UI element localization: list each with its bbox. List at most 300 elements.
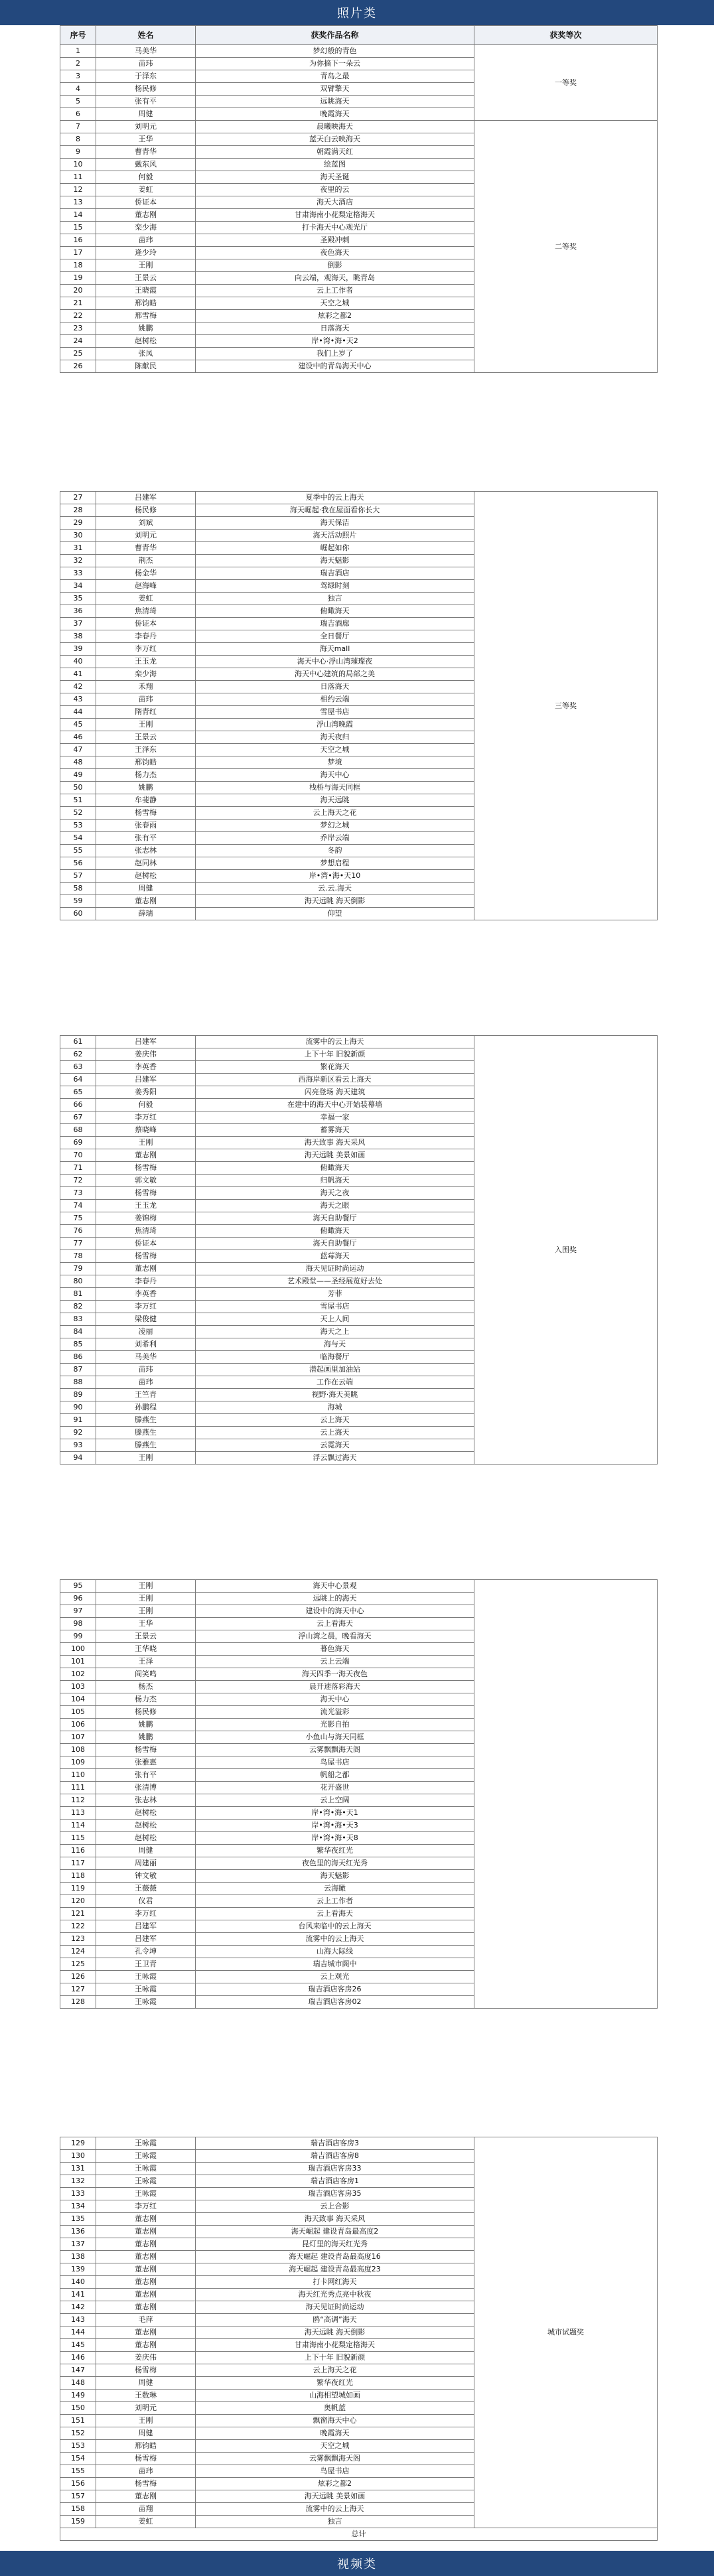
cell-name: 王华 (96, 1618, 196, 1630)
cell-no: 145 (60, 2339, 96, 2352)
cell-work: 炫彩之都2 (196, 2478, 474, 2490)
cell-work: 云上海天之花 (196, 807, 474, 820)
cell-work: 为你摘下一朵云 (196, 58, 474, 70)
table-row (60, 2137, 658, 2150)
cell-name: 邢钧皓 (96, 756, 196, 769)
cell-work: 云上合影 (196, 2200, 474, 2213)
cell-work: 海天远眺 海天倒影 (196, 2326, 474, 2339)
cell-name: 王玉龙 (96, 656, 196, 668)
cell-work: 远眺上的海天 (196, 1593, 474, 1605)
cell-name: 董志刚 (96, 2226, 196, 2238)
cell-no: 44 (60, 706, 96, 719)
cell-work: 海天中心 (196, 1693, 474, 1706)
cell-no: 80 (60, 1275, 96, 1288)
cell-work: 流雾中的云上海天 (196, 1933, 474, 1946)
cell-no: 61 (60, 1036, 96, 1048)
cell-work: 云上工作者 (196, 1895, 474, 1908)
cell-work: 圣殿冲刺 (196, 234, 474, 247)
cell-work: 甘肃海南小花梨定格海天 (196, 2339, 474, 2352)
cell-work: 视野·海天美眺 (196, 1389, 474, 1401)
cell-no: 48 (60, 756, 96, 769)
cell-no: 51 (60, 794, 96, 807)
cell-name: 孔令坤 (96, 1946, 196, 1958)
cell-work: 潜起画里加油站 (196, 1364, 474, 1376)
cell-name: 董志刚 (96, 1149, 196, 1162)
cell-work: 天空之城 (196, 744, 474, 756)
award-table-2 (60, 491, 658, 920)
video-category-title: 视频类 (0, 2551, 714, 2576)
cell-name: 何毅 (96, 171, 196, 184)
cell-name: 杨雪梅 (96, 1187, 196, 1200)
cell-no: 102 (60, 1668, 96, 1681)
cell-name: 杨雪梅 (96, 1744, 196, 1756)
cell-no: 53 (60, 820, 96, 832)
cell-no: 15 (60, 222, 96, 234)
cell-work: 崛起如你 (196, 542, 474, 555)
cell-work: 远眺海天 (196, 96, 474, 108)
cell-no: 25 (60, 348, 96, 360)
cell-name: 李春丹 (96, 630, 196, 643)
cell-name: 滕燕生 (96, 1414, 196, 1427)
cell-work: 全日餐厅 (196, 630, 474, 643)
cell-name: 赵树松 (96, 335, 196, 348)
cell-no: 21 (60, 297, 96, 310)
cell-no: 68 (60, 1124, 96, 1137)
cell-no: 147 (60, 2364, 96, 2377)
cell-no: 135 (60, 2213, 96, 2226)
cell-name: 王刚 (96, 259, 196, 272)
cell-no: 84 (60, 1326, 96, 1338)
cell-name: 苗玮 (96, 234, 196, 247)
cell-work: 繁花海天 (196, 1061, 474, 1074)
table-row (60, 1580, 658, 1593)
cell-no: 8 (60, 133, 96, 146)
cell-no: 85 (60, 1338, 96, 1351)
cell-name: 焦清琦 (96, 605, 196, 618)
cell-no: 121 (60, 1908, 96, 1920)
cell-name: 王玉龙 (96, 1200, 196, 1212)
cell-work: 瑞吉酒店客房26 (196, 1983, 474, 1996)
cell-name: 姜庆伟 (96, 2352, 196, 2364)
cell-no: 24 (60, 335, 96, 348)
cell-work: 打卡网红海天 (196, 2276, 474, 2289)
cell-no: 125 (60, 1958, 96, 1971)
cell-name: 王咏霞 (96, 1996, 196, 2009)
cell-work: 瑞吉酒店客房02 (196, 1996, 474, 2009)
cell-work: 云雾飘飘海天阁 (196, 2453, 474, 2465)
cell-name: 马美华 (96, 1351, 196, 1364)
cell-name: 苗翔 (96, 2503, 196, 2516)
cell-work: 云雾飘飘海天阁 (196, 1744, 474, 1756)
cell-work: 梦幻般的青色 (196, 45, 474, 58)
cell-name: 禾翔 (96, 681, 196, 693)
cell-work: 归帆海天 (196, 1175, 474, 1187)
cell-name: 苗玮 (96, 58, 196, 70)
cell-no: 151 (60, 2415, 96, 2427)
cell-work: 海天之上 (196, 1326, 474, 1338)
cell-name: 张有平 (96, 1769, 196, 1782)
cell-no: 128 (60, 1996, 96, 2009)
cell-work: 海天致事 海天采风 (196, 1137, 474, 1149)
cell-no: 86 (60, 1351, 96, 1364)
cell-no: 122 (60, 1920, 96, 1933)
cell-work: 云海瞰 (196, 1883, 474, 1895)
cell-name: 姜虹 (96, 593, 196, 605)
cell-name: 周健 (96, 1845, 196, 1857)
cell-name: 王咏霞 (96, 2150, 196, 2163)
cell-no: 104 (60, 1693, 96, 1706)
cell-no: 56 (60, 857, 96, 870)
cell-name: 李春丹 (96, 1275, 196, 1288)
cell-no: 98 (60, 1618, 96, 1630)
cell-no: 139 (60, 2263, 96, 2276)
cell-no: 64 (60, 1074, 96, 1086)
cell-work: 岸•湾•海•天2 (196, 335, 474, 348)
cell-work: 瑞吉酒店客房8 (196, 2150, 474, 2163)
cell-name: 吕建军 (96, 1920, 196, 1933)
cell-work: 海天自助餐厅 (196, 1212, 474, 1225)
cell-no: 40 (60, 656, 96, 668)
cell-no: 58 (60, 883, 96, 895)
cell-no: 28 (60, 504, 96, 517)
cell-name: 王咏霞 (96, 2137, 196, 2150)
cell-name: 董志刚 (96, 209, 196, 222)
cell-name: 杨民修 (96, 504, 196, 517)
cell-work: 光影自拍 (196, 1719, 474, 1731)
cell-work: 瑞吉酒廊 (196, 618, 474, 630)
cell-no: 17 (60, 247, 96, 259)
cell-no: 35 (60, 593, 96, 605)
cell-no: 158 (60, 2503, 96, 2516)
cell-name: 栾少海 (96, 222, 196, 234)
cell-work: 浮山湾之晨，晚看海天 (196, 1630, 474, 1643)
cell-work: 海天大酒店 (196, 196, 474, 209)
cell-no: 154 (60, 2453, 96, 2465)
cell-no: 1 (60, 45, 96, 58)
cell-no: 70 (60, 1149, 96, 1162)
cell-name: 孙鹏程 (96, 1401, 196, 1414)
cell-name: 王刚 (96, 1137, 196, 1149)
cell-work: 海天远眺 美景如画 (196, 2490, 474, 2503)
cell-name: 姜虹 (96, 2516, 196, 2528)
header-name: 姓名 (96, 26, 196, 45)
cell-no: 47 (60, 744, 96, 756)
cell-name: 刘明元 (96, 2402, 196, 2415)
award-table-5 (60, 2137, 658, 2541)
cell-name: 于泽东 (96, 70, 196, 83)
cell-name: 杨雪梅 (96, 2364, 196, 2377)
cell-name: 姚鹏 (96, 322, 196, 335)
cell-work: 流雾中的云上海天 (196, 1036, 474, 1048)
cell-name: 凌丽 (96, 1326, 196, 1338)
cell-work: 相约云端 (196, 693, 474, 706)
cell-no: 31 (60, 542, 96, 555)
cell-name: 姚鹏 (96, 1731, 196, 1744)
cell-name: 姜秀阳 (96, 1086, 196, 1099)
cell-work: 海天崛起 建设青岛最高度16 (196, 2251, 474, 2263)
cell-name: 张有平 (96, 832, 196, 845)
cell-work: 雪屋书店 (196, 1301, 474, 1313)
cell-work: 云.云.海天 (196, 883, 474, 895)
cell-work: 俯瞰海天 (196, 1225, 474, 1238)
cell-work: 云上海天之花 (196, 2364, 474, 2377)
cell-name: 蔡晓峰 (96, 1124, 196, 1137)
cell-work: 海天四季一海天夜色 (196, 1668, 474, 1681)
cell-work: 雪屋书店 (196, 706, 474, 719)
cell-work: 云上空阔 (196, 1794, 474, 1807)
cell-no: 119 (60, 1883, 96, 1895)
cell-work: 山海相望城如画 (196, 2390, 474, 2402)
cell-name: 杨民修 (96, 1706, 196, 1719)
cell-name: 苗玮 (96, 693, 196, 706)
cell-name: 赵同林 (96, 857, 196, 870)
cell-name: 侨证本 (96, 196, 196, 209)
cell-name: 阎笑鸣 (96, 1668, 196, 1681)
cell-no: 20 (60, 285, 96, 297)
cell-work: 甘肃海南小花梨定格海天 (196, 209, 474, 222)
cell-work: 海天圣诞 (196, 171, 474, 184)
cell-name: 王刚 (96, 719, 196, 731)
cell-work: 上下十年 旧貌新颜 (196, 2352, 474, 2364)
cell-work: 临海餐厅 (196, 1351, 474, 1364)
total-label: 总计 (60, 2528, 658, 2541)
cell-no: 38 (60, 630, 96, 643)
cell-no: 7 (60, 121, 96, 133)
cell-work: 海天见证时尚运动 (196, 2301, 474, 2314)
cell-work: 青岛之最 (196, 70, 474, 83)
cell-no: 137 (60, 2238, 96, 2251)
cell-name: 邢钧皓 (96, 2440, 196, 2453)
cell-no: 66 (60, 1099, 96, 1111)
cell-no: 107 (60, 1731, 96, 1744)
cell-work: 海天活动照片 (196, 530, 474, 542)
cell-no: 127 (60, 1983, 96, 1996)
cell-work: 瑞吉酒店客房35 (196, 2188, 474, 2200)
cell-no: 126 (60, 1971, 96, 1983)
cell-name: 董志刚 (96, 2251, 196, 2263)
cell-work: 梦境 (196, 756, 474, 769)
cell-work: 流光溢彩 (196, 1706, 474, 1719)
cell-name: 何毅 (96, 1099, 196, 1111)
table-header-row (60, 26, 658, 45)
cell-name: 姚鹏 (96, 782, 196, 794)
cell-no: 95 (60, 1580, 96, 1593)
cell-no: 129 (60, 2137, 96, 2150)
cell-name: 王薇薇 (96, 1883, 196, 1895)
cell-work: 瑞吉酒店客房3 (196, 2137, 474, 2150)
cell-no: 79 (60, 1263, 96, 1275)
cell-name: 王刚 (96, 2415, 196, 2427)
cell-no: 60 (60, 908, 96, 920)
cell-no: 39 (60, 643, 96, 656)
cell-name: 刘希利 (96, 1338, 196, 1351)
cell-work: 我们上岁了 (196, 348, 474, 360)
cell-no: 57 (60, 870, 96, 883)
cell-name: 董志刚 (96, 2490, 196, 2503)
cell-name: 陈献民 (96, 360, 196, 373)
cell-work: 云上海天 (196, 1414, 474, 1427)
cell-name: 吕建军 (96, 492, 196, 504)
cell-no: 43 (60, 693, 96, 706)
cell-work: 海天夜归 (196, 731, 474, 744)
cell-name: 张志林 (96, 845, 196, 857)
cell-name: 王竺青 (96, 1389, 196, 1401)
cell-no: 30 (60, 530, 96, 542)
cell-award: 二等奖 (474, 121, 658, 373)
cell-work: 闪亮登场 海天建筑 (196, 1086, 474, 1099)
cell-work: 蓝天白云映海天 (196, 133, 474, 146)
cell-no: 9 (60, 146, 96, 159)
cell-no: 130 (60, 2150, 96, 2163)
cell-work: 鸟屋书店 (196, 1756, 474, 1769)
cell-name: 苗玮 (96, 1376, 196, 1389)
cell-award: 入围奖 (474, 1036, 658, 1465)
table-row (60, 45, 658, 58)
cell-work: 海天远眺 (196, 794, 474, 807)
cell-name: 赵海峰 (96, 580, 196, 593)
cell-no: 50 (60, 782, 96, 794)
award-table-3 (60, 1035, 658, 1465)
cell-name: 王晓霞 (96, 285, 196, 297)
cell-name: 周健 (96, 2377, 196, 2390)
cell-work: 夜里的云 (196, 184, 474, 196)
cell-name: 刘明元 (96, 121, 196, 133)
cell-award: 一等奖 (474, 45, 658, 121)
cell-name: 王景云 (96, 731, 196, 744)
cell-name: 李英香 (96, 1288, 196, 1301)
cell-name: 董志刚 (96, 2301, 196, 2314)
cell-work: 双臂擎天 (196, 83, 474, 96)
cell-name: 隋青红 (96, 706, 196, 719)
cell-no: 131 (60, 2163, 96, 2175)
cell-name: 张清博 (96, 1782, 196, 1794)
cell-work: 云上观光 (196, 1971, 474, 1983)
cell-no: 155 (60, 2465, 96, 2478)
cell-work: 栈桥与海天同框 (196, 782, 474, 794)
cell-name: 杨民修 (96, 83, 196, 96)
cell-name: 李万红 (96, 643, 196, 656)
cell-no: 4 (60, 83, 96, 96)
cell-work: 夜色里的海天红光秀 (196, 1857, 474, 1870)
cell-name: 姜锦梅 (96, 1212, 196, 1225)
cell-no: 27 (60, 492, 96, 504)
cell-name: 董志刚 (96, 2326, 196, 2339)
cell-name: 牟斐静 (96, 794, 196, 807)
cell-work: 建设中的海天中心 (196, 1605, 474, 1618)
cell-no: 71 (60, 1162, 96, 1175)
cell-no: 141 (60, 2289, 96, 2301)
cell-work: 海天红光秀点亮中秋夜 (196, 2289, 474, 2301)
cell-no: 78 (60, 1250, 96, 1263)
cell-name: 侨证本 (96, 1238, 196, 1250)
cell-work: 浮山湾晚霞 (196, 719, 474, 731)
cell-work: 瑞吉酒店客房33 (196, 2163, 474, 2175)
cell-name: 张凤 (96, 348, 196, 360)
cell-no: 99 (60, 1630, 96, 1643)
cell-name: 董志刚 (96, 2213, 196, 2226)
cell-no: 140 (60, 2276, 96, 2289)
cell-name: 仪君 (96, 1895, 196, 1908)
cell-no: 29 (60, 517, 96, 530)
cell-name: 毛萍 (96, 2314, 196, 2326)
cell-no: 115 (60, 1832, 96, 1845)
cell-name: 王数琳 (96, 2390, 196, 2402)
cell-name: 钟文敏 (96, 1870, 196, 1883)
cell-name: 董志刚 (96, 2263, 196, 2276)
cell-name: 杨雪梅 (96, 2478, 196, 2490)
cell-name: 董志刚 (96, 2276, 196, 2289)
cell-work: 海天中心 (196, 769, 474, 782)
cell-name: 姜虹 (96, 184, 196, 196)
cell-no: 75 (60, 1212, 96, 1225)
cell-work: 独言 (196, 2516, 474, 2528)
cell-work: 瑞吉城市阁中 (196, 1958, 474, 1971)
cell-work: 海天远眺 海天倒影 (196, 895, 474, 908)
cell-no: 54 (60, 832, 96, 845)
cell-name: 杨雪梅 (96, 2453, 196, 2465)
cell-name: 侨证本 (96, 618, 196, 630)
cell-no: 146 (60, 2352, 96, 2364)
cell-work: 上下十年 旧貌新颜 (196, 1048, 474, 1061)
cell-award (474, 1580, 658, 2009)
cell-no: 23 (60, 322, 96, 335)
cell-award: 城市试题奖 (474, 2137, 658, 2528)
cell-work: 海城 (196, 1401, 474, 1414)
cell-work: 海天见证时尚运动 (196, 1263, 474, 1275)
cell-work: 天上人间 (196, 1313, 474, 1326)
cell-no: 142 (60, 2301, 96, 2314)
cell-name: 李英香 (96, 1061, 196, 1074)
cell-work: 繁华夜红光 (196, 2377, 474, 2390)
cell-name: 王咏霞 (96, 2163, 196, 2175)
cell-no: 10 (60, 159, 96, 171)
cell-no: 62 (60, 1048, 96, 1061)
cell-name: 王咏霞 (96, 1983, 196, 1996)
cell-work: 蓄雾海天 (196, 1124, 474, 1137)
cell-work: 海天中心建筑的局部之美 (196, 668, 474, 681)
cell-no: 63 (60, 1061, 96, 1074)
cell-no: 97 (60, 1605, 96, 1618)
cell-name: 郭文敏 (96, 1175, 196, 1187)
cell-work: 海天崛起·我在屋面看你长大 (196, 504, 474, 517)
cell-work: 独言 (196, 593, 474, 605)
cell-name: 王刚 (96, 1593, 196, 1605)
cell-name: 杨雪梅 (96, 807, 196, 820)
cell-no: 73 (60, 1187, 96, 1200)
cell-no: 5 (60, 96, 96, 108)
cell-no: 74 (60, 1200, 96, 1212)
table-row (60, 121, 658, 133)
cell-no: 41 (60, 668, 96, 681)
cell-no: 26 (60, 360, 96, 373)
cell-no: 157 (60, 2490, 96, 2503)
cell-work: 鸥“高调”海天 (196, 2314, 474, 2326)
cell-no: 124 (60, 1946, 96, 1958)
cell-no: 113 (60, 1807, 96, 1820)
cell-name: 董志刚 (96, 2238, 196, 2251)
cell-work: 海天致事 海天采风 (196, 2213, 474, 2226)
cell-work: 海天保洁 (196, 517, 474, 530)
cell-name: 栾少海 (96, 668, 196, 681)
cell-work: 浮云飘过海天 (196, 1452, 474, 1465)
cell-award: 三等奖 (474, 492, 658, 920)
cell-work: 芳菲 (196, 1288, 474, 1301)
cell-no: 82 (60, 1301, 96, 1313)
header-no: 序号 (60, 26, 96, 45)
cell-no: 12 (60, 184, 96, 196)
cell-work: 海与天 (196, 1338, 474, 1351)
cell-no: 96 (60, 1593, 96, 1605)
